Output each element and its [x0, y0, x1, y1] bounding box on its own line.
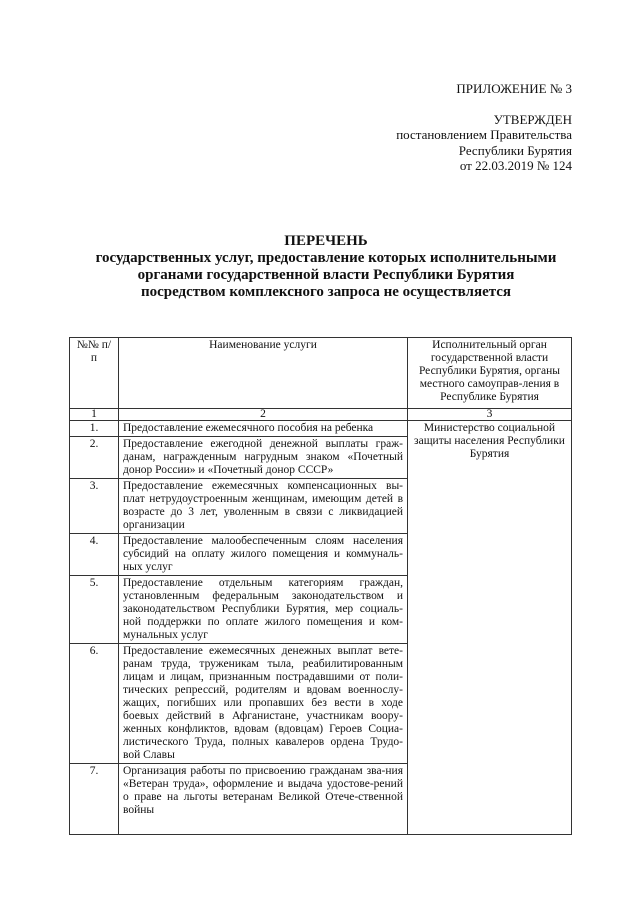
row-num: 3.	[70, 479, 119, 534]
col-number-3: 3	[408, 409, 572, 421]
header-service: Наименование услуги	[119, 338, 408, 409]
authority-cell: Министерство социальной защиты населения Республики Бурятия	[408, 421, 572, 835]
row-num: 6.	[70, 644, 119, 764]
title-line-1: государственных услуг, предоставление которых исполнительными	[95, 250, 557, 266]
republic-line: Республики Бурятия	[458, 142, 572, 158]
column-number-row	[70, 409, 572, 421]
col-number-1: 1	[70, 409, 119, 421]
row-num: 4.	[70, 534, 119, 576]
title-line-2: органами государственной власти Республики Бурятия	[137, 267, 515, 283]
row-service: Организация работы по присвоению гражданам зва-ния «Ветеран труда», оформление и выдача удостове-рений о праве на льготы ветеранам Великой Отече-ственной войны	[119, 764, 408, 835]
row-service: Предоставление ежемесячных денежных выплат вете-ранам труда, труженикам тыла, реабилитированным лицам и лицам, признанным пострадавшими от поли-тических репрессий, родителям и вдовам военнослу-жащих, погибших или пропавших без вести в ходе боевых действий в Афганистане, участникам воору-женных конфликтов, вдовам (вдовцам) Героев Социа-листического Труда, полных кавалеров ордена Трудо-вой Славы	[119, 644, 408, 764]
approved-label: УТВЕРЖДЕН	[493, 111, 572, 127]
appendix-number: ПРИЛОЖЕНИЕ № 3	[456, 81, 572, 96]
col-number-2: 2	[119, 409, 408, 421]
row-num: 2.	[70, 437, 119, 479]
row-service: Предоставление ежемесячного пособия на ребенка	[119, 421, 408, 437]
decree-date-number: от 22.03.2019 № 124	[459, 158, 572, 173]
table-header-row	[70, 338, 572, 409]
row-num: 7.	[70, 764, 119, 835]
title-line-3: посредством комплексного запроса не осуществляется	[140, 284, 512, 300]
row-service: Предоставление отдельным категориям граждан, установленным федеральным законодательством и законодательством Республики Бурятия, мер социаль-ной поддержки по оплате жилого помещения и ком-мунальных услуг	[119, 576, 408, 644]
row-service: Предоставление малообеспеченным слоям населения субсидий на оплату жилого помещения и коммуналь-ных услуг	[119, 534, 408, 576]
row-service: Предоставление ежемесячных компенсационных вы-плат нетрудоустроенным женщинам, имеющим детей в возрасте до 3 лет, уволенным в связи с ликвидацией организации	[119, 479, 408, 534]
document-title	[60, 233, 592, 301]
row-service: Предоставление ежегодной денежной выплаты граж-данам, награжденным нагрудным знаком «Почетный донор России» и «Почетный донор СССР»	[119, 437, 408, 479]
title-heading: ПЕРЕЧЕНЬ	[284, 233, 368, 249]
approval-block	[396, 81, 572, 174]
table-row	[70, 421, 572, 437]
header-num: №№ п/п	[70, 338, 119, 409]
row-num: 1.	[70, 421, 119, 437]
services-table	[69, 337, 572, 835]
decree-line: постановлением Правительства	[396, 127, 572, 142]
header-authority: Исполнительный орган государственной власти Республики Бурятия, органы местного самоуправ-ления в Республике Бурятия	[408, 338, 572, 409]
row-num: 5.	[70, 576, 119, 644]
